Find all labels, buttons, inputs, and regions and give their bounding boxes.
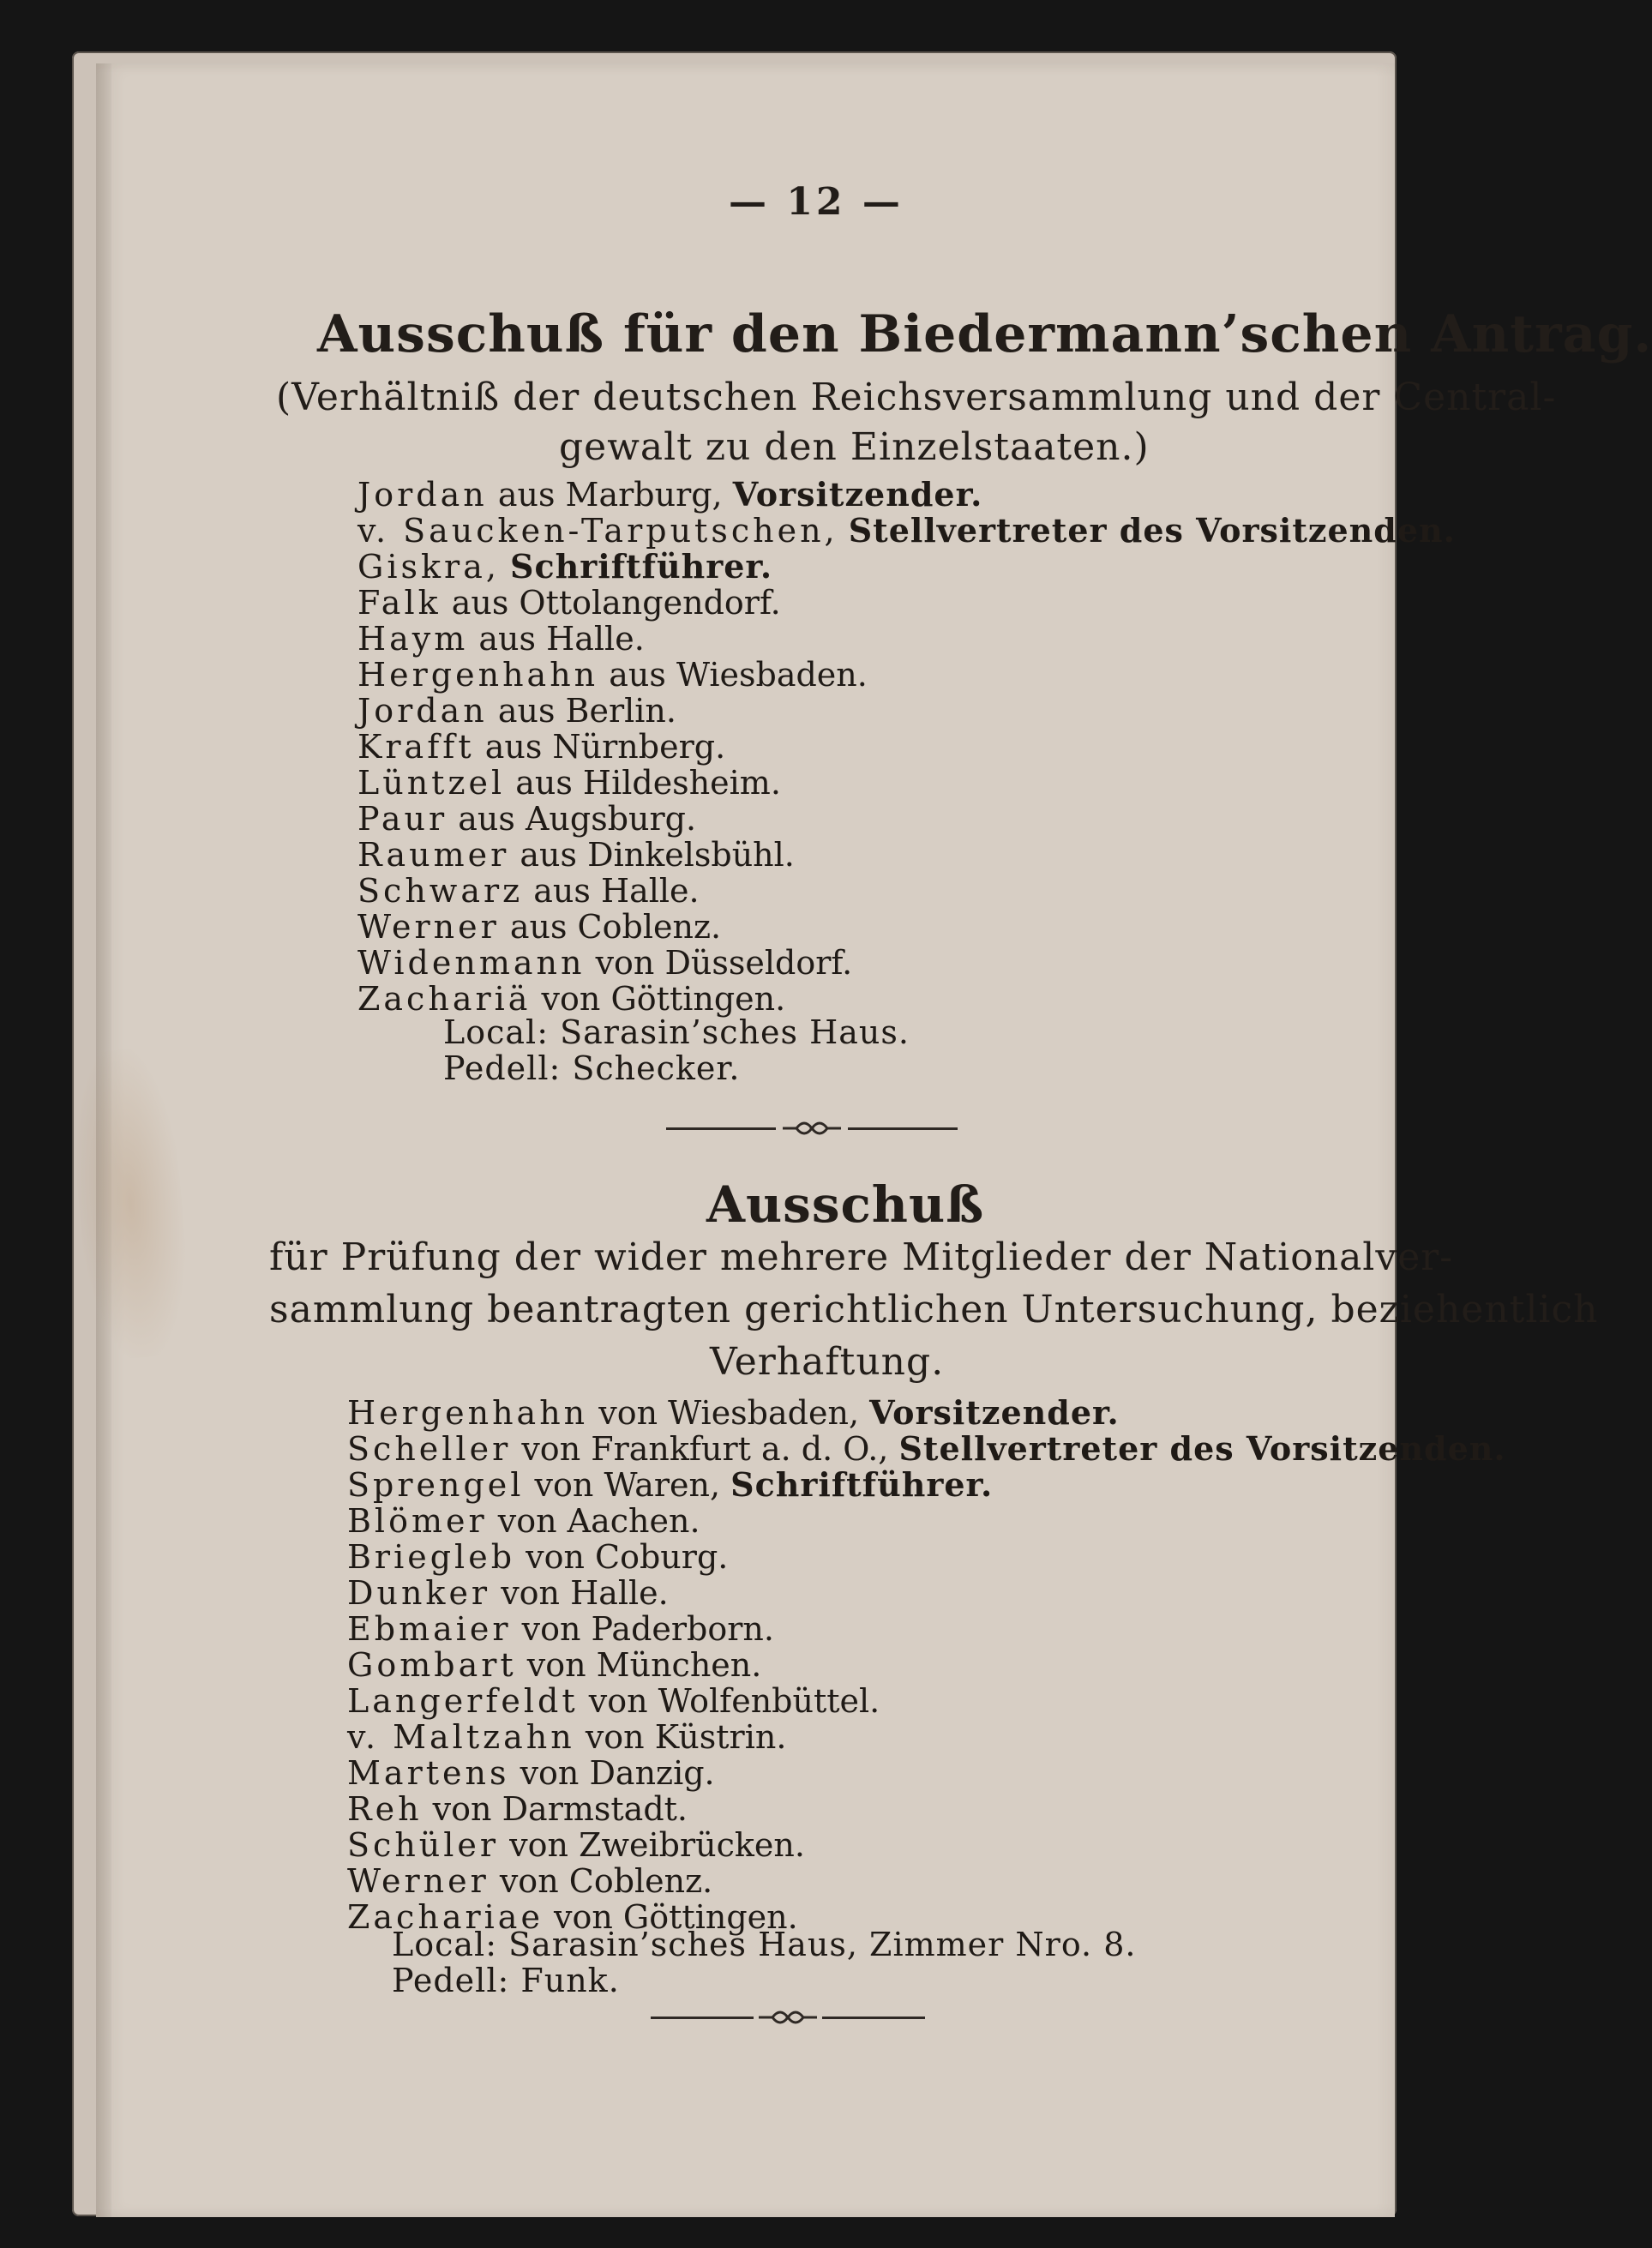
section-2-member-row — [347, 1431, 1506, 1467]
section-2-member-row — [347, 1791, 1506, 1827]
section-1-member-row — [357, 657, 1456, 693]
member-place: von Danzig. — [520, 1754, 715, 1792]
section-2-member-row — [347, 1719, 1506, 1755]
member-name: Zachariä — [357, 980, 532, 1018]
section-2-member-row — [347, 1827, 1506, 1863]
section-1-member-row — [357, 693, 1456, 729]
member-place: von Paderborn. — [521, 1610, 774, 1648]
member-name: Zachariae — [347, 1898, 544, 1936]
section-2-member-row — [347, 1539, 1506, 1575]
member-role: Vorsitzender. — [869, 1393, 1120, 1432]
member-place: aus Nürnberg. — [484, 728, 726, 766]
member-place: aus Dinkelsbühl. — [520, 836, 795, 874]
member-name: Haym — [357, 620, 469, 658]
member-place: von Göttingen. — [541, 980, 786, 1018]
section-1-local: Local: Sarasin’sches Haus. — [443, 1013, 910, 1051]
member-name: Ebmaier — [347, 1610, 512, 1648]
section-2-subtitle-line-3: Verhaftung. — [710, 1340, 945, 1384]
ornament-icon — [757, 2005, 819, 2029]
section-1-pedell: Pedell: Schecker. — [443, 1049, 741, 1087]
member-name: v. Maltzahn — [347, 1718, 575, 1756]
section-2-member-row — [347, 1467, 1506, 1503]
member-place: von Darmstadt. — [432, 1790, 688, 1828]
member-role: Schriftführer. — [730, 1465, 994, 1504]
member-name: Raumer — [357, 836, 510, 874]
divider-line-right — [848, 1127, 958, 1130]
member-place: von Waren, — [534, 1466, 721, 1504]
member-place: von Wolfenbüttel. — [588, 1682, 880, 1720]
member-name: Widenmann — [357, 944, 586, 982]
section-1-member-row — [357, 621, 1456, 657]
section-2-member-row — [347, 1611, 1506, 1647]
divider-line-right — [822, 2017, 925, 2019]
member-role: Stellvertreter des Vorsitzenden. — [848, 511, 1456, 550]
member-name: Reh — [347, 1790, 423, 1828]
section-2-member-row — [347, 1647, 1506, 1683]
section-1-subtitle-line-2: gewalt zu den Einzelstaaten.) — [559, 425, 1150, 469]
member-place: aus Berlin. — [497, 692, 676, 730]
member-name: Dunker — [347, 1574, 491, 1612]
section-1-subtitle-line-1: (Verhältniß der deutschen Reichsversammlung und der Central- — [276, 376, 1557, 419]
member-place: von Coblenz. — [499, 1862, 713, 1900]
section-1-member-row — [357, 585, 1456, 621]
member-place: aus Halle. — [478, 620, 645, 658]
member-place: aus Augsburg. — [458, 800, 697, 838]
member-name: Sprengel — [347, 1466, 525, 1504]
member-name: Schüler — [347, 1826, 500, 1864]
member-place: aus Coblenz. — [509, 908, 722, 946]
member-role: Stellvertreter des Vorsitzenden. — [898, 1429, 1506, 1468]
member-name: Jordan — [357, 476, 488, 514]
section-2-member-row — [347, 1863, 1506, 1899]
section-1-member-row — [357, 837, 1456, 873]
section-2-subtitle-line-1: für Prüfung der wider mehrere Mitglieder der Nationalver- — [269, 1235, 1454, 1279]
member-role: Vorsitzender. — [732, 475, 983, 514]
section-1-member-row — [357, 765, 1456, 801]
member-place: aus Hildesheim. — [515, 764, 781, 802]
section-2-member-row — [347, 1503, 1506, 1539]
member-place: von Frankfurt a. d. O., — [521, 1430, 889, 1468]
page-number: — 12 — — [729, 180, 904, 224]
member-place: von Aachen. — [497, 1502, 700, 1540]
member-place: aus Marburg, — [497, 476, 723, 514]
divider-line-left — [666, 1127, 776, 1130]
section-1-member-row — [357, 477, 1456, 513]
member-name: Giskra, — [357, 548, 500, 586]
member-place: aus Ottolangendorf. — [451, 584, 781, 622]
section-1-member-row — [357, 945, 1456, 981]
member-name: Hergenhahn — [357, 656, 599, 694]
book-page — [96, 63, 1652, 2217]
section-2-title: Ausschuß — [706, 1175, 985, 1234]
member-name: Scheller — [347, 1430, 512, 1468]
section-2-member-row — [347, 1755, 1506, 1791]
section-1-member-row — [357, 981, 1456, 1017]
member-place: von Zweibrücken. — [509, 1826, 805, 1864]
member-place: von Wiesbaden, — [598, 1394, 860, 1432]
member-name: Gombart — [347, 1646, 517, 1684]
section-1-title: Ausschuß für den Biedermann’schen Antrag. — [317, 304, 1652, 364]
member-place: von Coburg. — [526, 1538, 729, 1576]
member-name: Krafft — [357, 728, 475, 766]
section-1-member-row — [357, 549, 1456, 585]
member-name: Schwarz — [357, 872, 524, 910]
member-place: von Halle. — [501, 1574, 669, 1612]
member-name: v. Saucken-Tarputschen, — [357, 512, 838, 550]
member-name: Martens — [347, 1754, 510, 1792]
member-name: Werner — [347, 1862, 490, 1900]
section-2-member-list — [347, 1395, 1506, 1935]
section-2-local: Local: Sarasin’sches Haus, Zimmer Nro. 8. — [392, 1926, 1137, 1963]
member-name: Briegleb — [347, 1538, 516, 1576]
member-place: von München. — [526, 1646, 762, 1684]
section-divider-2 — [651, 2005, 925, 2029]
member-place: von Düsseldorf. — [595, 944, 853, 982]
member-place: aus Halle. — [533, 872, 700, 910]
section-2-member-row — [347, 1575, 1506, 1611]
divider-line-left — [651, 2017, 754, 2019]
page-content — [96, 63, 1652, 2217]
section-2-member-row — [347, 1395, 1506, 1431]
ornament-icon — [781, 1116, 843, 1140]
section-divider-1 — [666, 1116, 958, 1140]
member-place: aus Wiesbaden. — [609, 656, 868, 694]
member-name: Hergenhahn — [347, 1394, 589, 1432]
section-1-member-row — [357, 801, 1456, 837]
section-1-member-row — [357, 909, 1456, 945]
member-name: Paur — [357, 800, 448, 838]
member-name: Blömer — [347, 1502, 488, 1540]
member-role: Schriftführer. — [510, 547, 773, 586]
member-name: Werner — [357, 908, 500, 946]
member-name: Jordan — [357, 692, 488, 730]
section-2-subtitle-line-2: sammlung beantragten gerichtlichen Untersuchung, beziehentlich — [269, 1288, 1599, 1331]
section-2-member-row — [347, 1683, 1506, 1719]
section-1-member-row — [357, 729, 1456, 765]
member-place: von Küstrin. — [585, 1718, 787, 1756]
section-1-member-row — [357, 513, 1456, 549]
member-name: Falk — [357, 584, 442, 622]
section-2-pedell: Pedell: Funk. — [392, 1962, 620, 1999]
section-1-member-row — [357, 873, 1456, 909]
section-1-member-list — [357, 477, 1456, 1017]
member-name: Lüntzel — [357, 764, 506, 802]
member-name: Langerfeldt — [347, 1682, 579, 1720]
member-place: von Göttingen. — [554, 1898, 798, 1936]
